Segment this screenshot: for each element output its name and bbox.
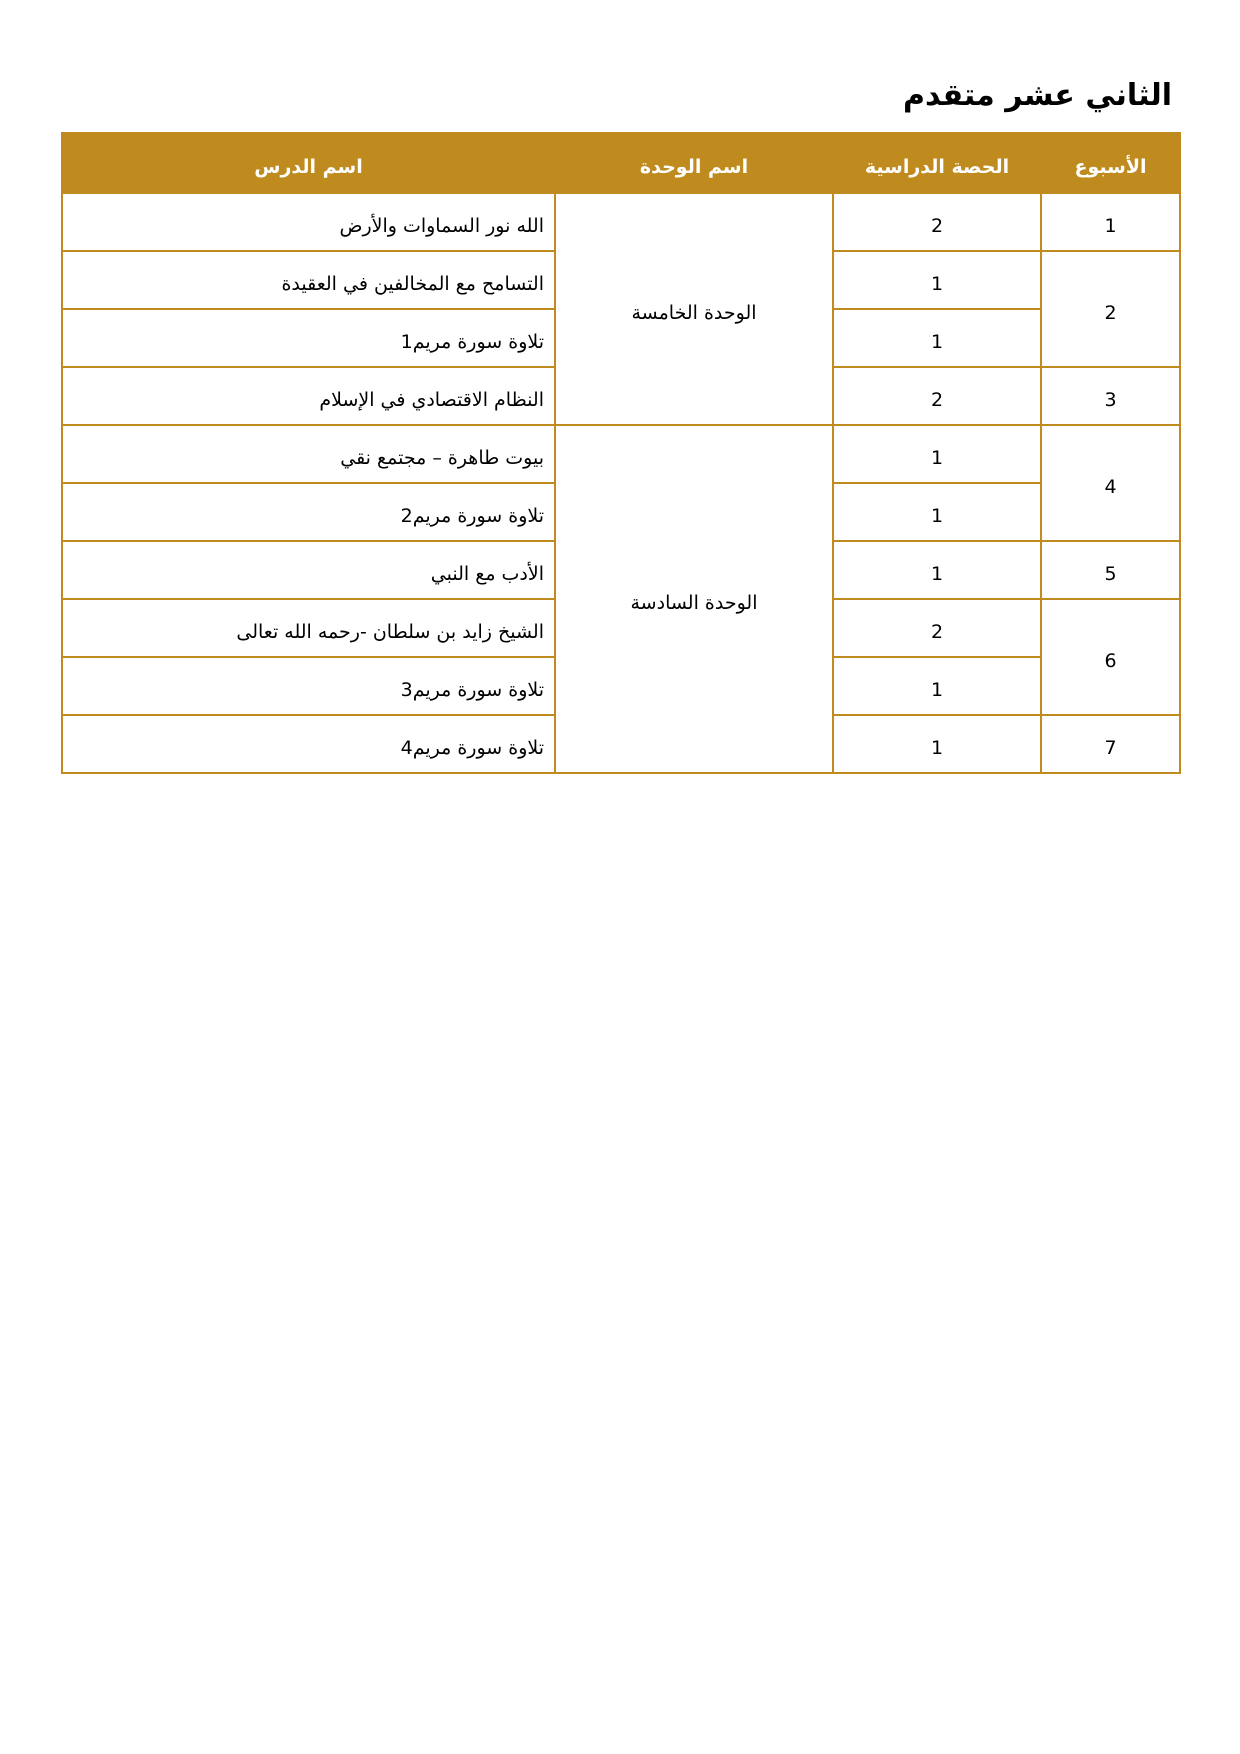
lesson-cell: الأدب مع النبي [62,541,555,599]
periods-cell: 2 [833,193,1041,251]
periods-cell: 2 [833,367,1041,425]
lesson-cell: تلاوة سورة مريم4 [62,715,555,773]
page-title: الثاني عشر متقدم [903,78,1172,113]
header-lesson: اسم الدرس [62,133,555,193]
periods-cell: 1 [833,425,1041,483]
lesson-cell: تلاوة سورة مريم1 [62,309,555,367]
header-week: الأسبوع [1041,133,1180,193]
week-cell: 4 [1041,425,1180,541]
unit-cell: الوحدة السادسة [555,425,833,773]
periods-cell: 1 [833,309,1041,367]
lesson-cell: تلاوة سورة مريم3 [62,657,555,715]
lesson-cell: بيوت طاهرة – مجتمع نقي [62,425,555,483]
week-cell: 5 [1041,541,1180,599]
lesson-cell: تلاوة سورة مريم2 [62,483,555,541]
week-cell: 1 [1041,193,1180,251]
table-row [62,193,1180,251]
week-cell: 6 [1041,599,1180,715]
week-cell: 2 [1041,251,1180,367]
periods-cell: 1 [833,715,1041,773]
lesson-schedule-table [61,132,1181,774]
table-row [62,425,1180,483]
header-periods: الحصة الدراسية [833,133,1041,193]
unit-cell: الوحدة الخامسة [555,193,833,425]
periods-cell: 1 [833,251,1041,309]
header-unit: اسم الوحدة [555,133,833,193]
periods-cell: 2 [833,599,1041,657]
lesson-cell: التسامح مع المخالفين في العقيدة [62,251,555,309]
periods-cell: 1 [833,657,1041,715]
week-cell: 3 [1041,367,1180,425]
week-cell: 7 [1041,715,1180,773]
table-header-row [62,133,1180,193]
lesson-cell: الله نور السماوات والأرض [62,193,555,251]
lesson-cell: النظام الاقتصادي في الإسلام [62,367,555,425]
periods-cell: 1 [833,541,1041,599]
periods-cell: 1 [833,483,1041,541]
lesson-cell: الشيخ زايد بن سلطان -رحمه الله تعالى [62,599,555,657]
